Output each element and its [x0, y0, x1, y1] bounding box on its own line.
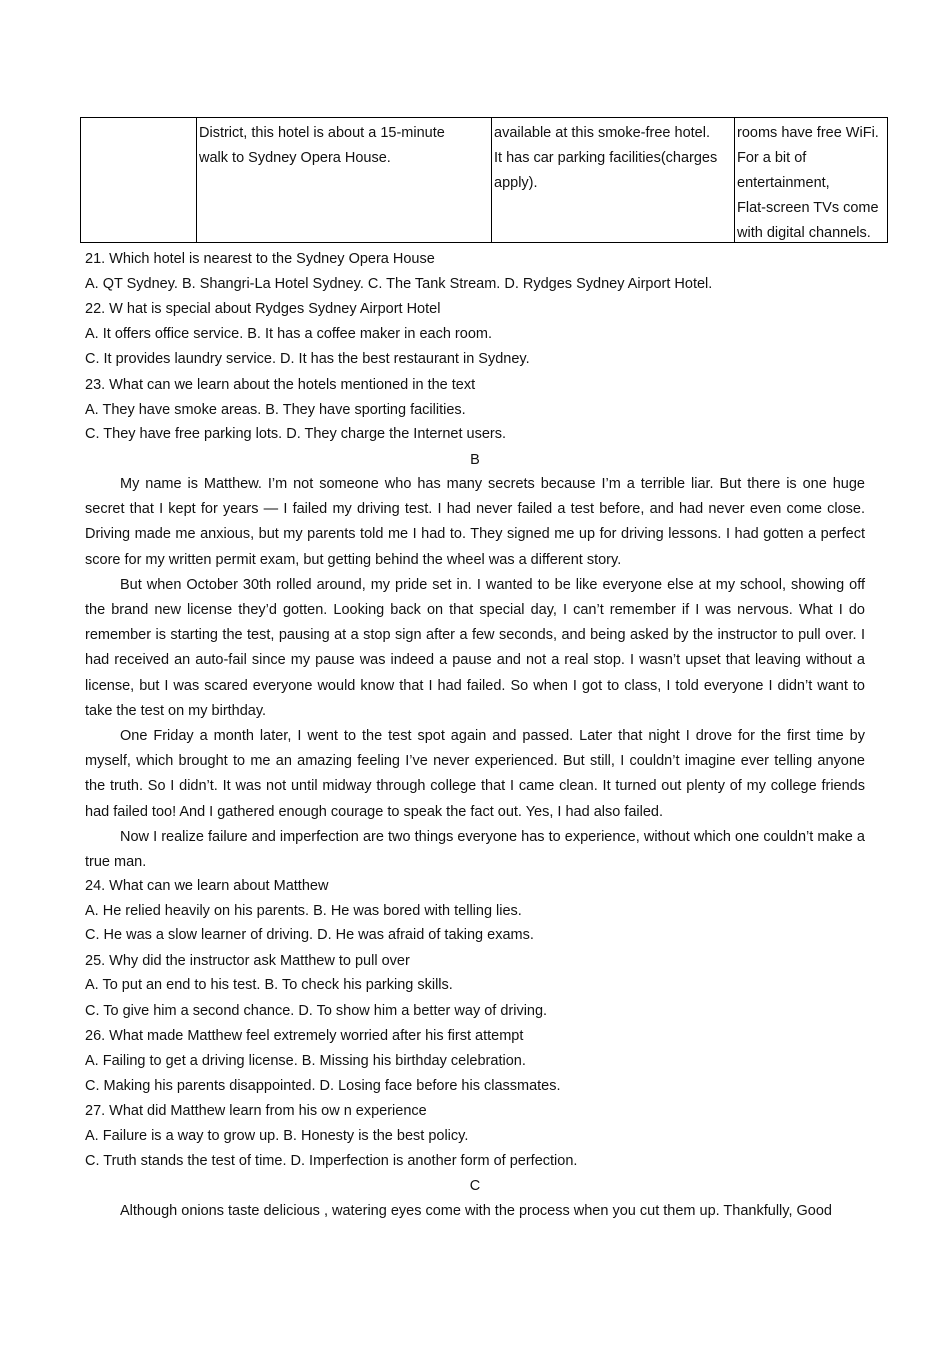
paragraph: My name is Matthew. I’m not someone who has many secrets because I’m a terrible liar. But there is one huge secret that I kept for years — I failed my driving test. I had never failed a test before, and had never even come close. Driving made me anxious, but my parents told me I had to. They signed me up for driving lessons. I had gotten a perfect score for my written permit exam, but getting behind the wheel was a different story. — [85, 476, 865, 568]
table-cell-facilities — [492, 118, 735, 242]
table-line: entertainment, — [737, 175, 830, 191]
table-line: For a bit of — [737, 150, 807, 166]
options-26-ab: A. Failing to get a driving license. B. Missing his birthday celebration. — [85, 1053, 526, 1069]
table-line: apply). — [494, 175, 538, 191]
table-cell-amenities — [735, 118, 887, 242]
table-line: It has car parking facilities(charges — [494, 150, 718, 166]
options-22-ab: A. It offers office service. B. It has a coffee maker in each room. — [85, 326, 492, 342]
table-cell-location — [197, 118, 492, 242]
table-line: walk to Sydney Opera House. — [199, 150, 391, 166]
paragraph: One Friday a month later, I went to the test spot again and passed. Later that night I drove for the first time by myself, which brought to me an amazing feeling I’ve never experienced. But still, I couldn’t imagine ever telling anyone the truth. So I didn’t. It was not until midway through college that I came clean. It turned out plenty of my college friends had failed too! And I gathered enough courage to speak the fact out. Yes, I had also failed. — [85, 728, 865, 820]
section-b-heading: B — [470, 452, 480, 468]
hotel-table — [80, 117, 888, 243]
question-27: 27. What did Matthew learn from his ow n experience — [85, 1103, 427, 1119]
table-line: available at this smoke-free hotel. — [494, 125, 710, 141]
question-25: 25. Why did the instructor ask Matthew to pull over — [85, 953, 410, 969]
question-26: 26. What made Matthew feel extremely worried after his first attempt — [85, 1028, 524, 1044]
table-line: with digital channels. — [737, 225, 871, 241]
table-line: rooms have free WiFi. — [737, 125, 879, 141]
table-line: Flat-screen TVs come — [737, 200, 879, 216]
table-line: District, this hotel is about a 15-minute — [199, 125, 445, 141]
options-26-cd: C. Making his parents disappointed. D. Losing face before his classmates. — [85, 1078, 561, 1094]
options-27-ab: A. Failure is a way to grow up. B. Honesty is the best policy. — [85, 1128, 469, 1144]
question-21: 21. Which hotel is nearest to the Sydney Opera House — [85, 251, 435, 267]
paragraph: Now I realize failure and imperfection are two things everyone has to experience, without which one couldn’t make a true man. — [85, 828, 865, 871]
question-24: 24. What can we learn about Matthew — [85, 878, 329, 894]
options-24-cd: C. He was a slow learner of driving. D. He was afraid of taking exams. — [85, 927, 534, 943]
options-24-ab: A. He relied heavily on his parents. B. He was bored with telling lies. — [85, 903, 522, 919]
options-22-cd: C. It provides laundry service. D. It has the best restaurant in Sydney. — [85, 351, 530, 367]
passage-b — [85, 472, 865, 875]
options-27-cd: C. Truth stands the test of time. D. Imperfection is another form of perfection. — [85, 1153, 578, 1169]
options-23-cd: C. They have free parking lots. D. They charge the Internet users. — [85, 426, 506, 442]
options-23-ab: A. They have smoke areas. B. They have sporting facilities. — [85, 402, 466, 418]
paragraph: But when October 30th rolled around, my pride set in. I wanted to be like everyone else at my school, showing off the brand new license they’d gotten. Looking back on that special day, I can’t remember if I was nervous. What I do remember is starting the test, pausing at a stop sign after a few seconds, and being asked by the instructor to pull over. I had received an auto-fail since my pause was indeed a pause and not a real stop. I wasn’t upset that leaving without a license, but I was scared everyone would know that I had failed. So when I got to class, I told everyone I didn’t want to take the test on my birthday. — [85, 576, 865, 719]
options-25-cd: C. To give him a second chance. D. To show him a better way of driving. — [85, 1003, 548, 1019]
options-25-ab: A. To put an end to his test. B. To check his parking skills. — [85, 977, 453, 993]
question-23: 23. What can we learn about the hotels mentioned in the text — [85, 377, 476, 393]
options-21: A. QT Sydney. B. Shangri-La Hotel Sydney. C. The Tank Stream. D. Rydges Sydney Airport Hotel. — [85, 276, 713, 292]
section-c-heading: C — [469, 1178, 481, 1194]
question-22: 22. W hat is special about Rydges Sydney Airport Hotel — [85, 301, 441, 317]
table-cell-empty — [81, 118, 197, 242]
paragraph: Although onions taste delicious , watering eyes come with the process when you cut them up. Thankfully, Good — [120, 1203, 832, 1219]
passage-c — [85, 1199, 865, 1224]
